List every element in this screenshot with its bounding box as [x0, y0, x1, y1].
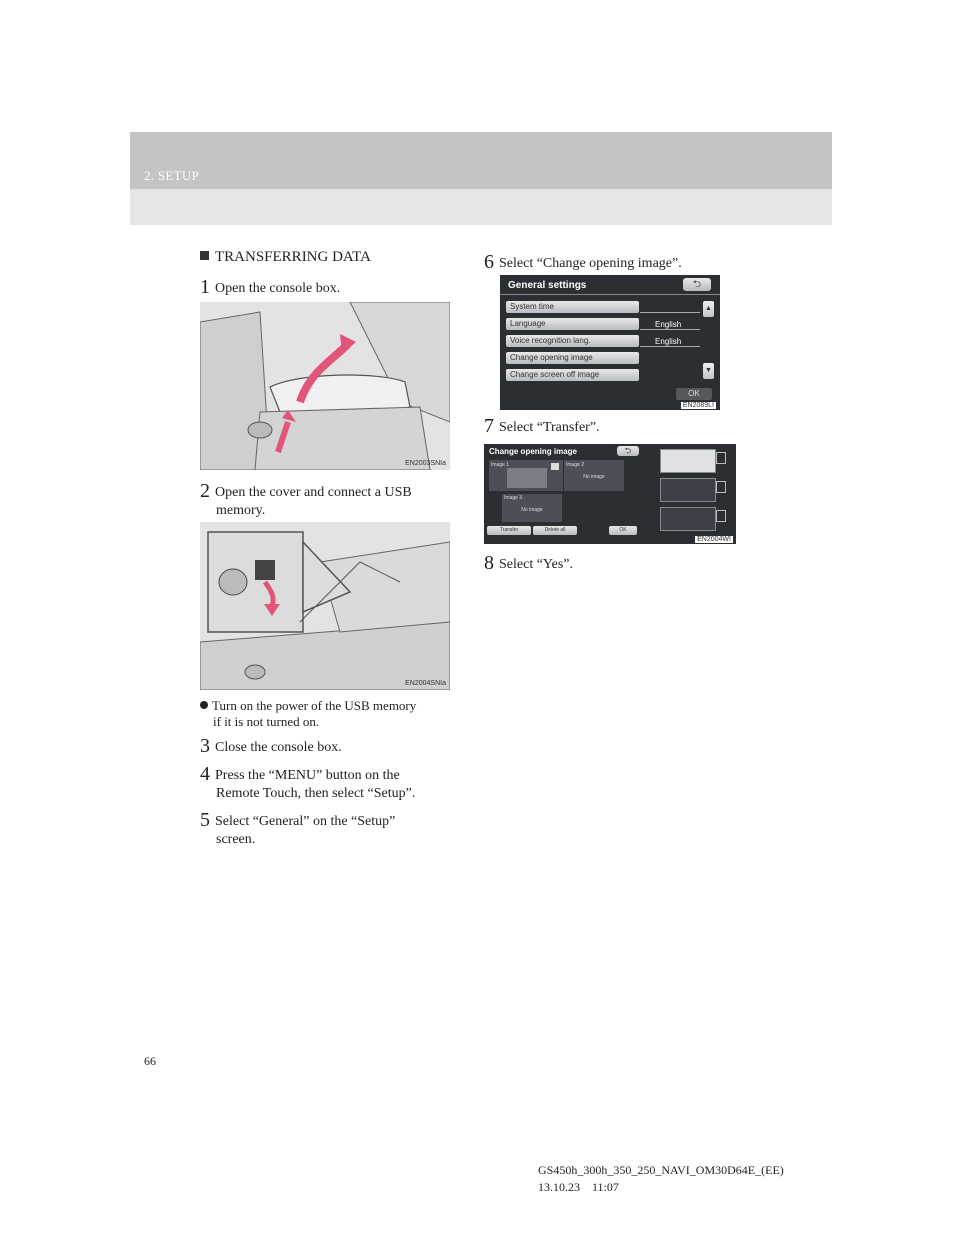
delete-all-button[interactable]: Delete all [533, 526, 577, 535]
usb-connection-illustration [200, 522, 450, 690]
step-text: Select “General” on the “Setup” [215, 814, 396, 829]
step-number: 2 [200, 480, 210, 502]
section-title-text: TRANSFERRING DATA [215, 249, 371, 265]
preview-thumbnail-2[interactable] [660, 478, 716, 502]
transfer-button[interactable]: Transfer [487, 526, 531, 535]
image-2-slot[interactable] [564, 460, 624, 491]
step-5 [200, 811, 395, 849]
change-screen-off-image-button[interactable]: Change screen off image [506, 369, 639, 381]
scroll-down-icon[interactable]: ▼ [703, 363, 714, 379]
step-number: 1 [200, 276, 210, 298]
document-meta [538, 1162, 784, 1196]
step-text: Select “Transfer”. [499, 420, 600, 435]
language-value: English [655, 320, 682, 329]
step-text-continued: screen. [216, 832, 256, 847]
row-divider [640, 329, 700, 330]
back-arrow-icon[interactable]: ⮌ [617, 446, 639, 456]
step-number: 5 [200, 809, 210, 831]
voice-value: English [655, 337, 682, 346]
square-bullet-icon [200, 251, 209, 260]
step-number: 7 [484, 415, 494, 437]
time: 11:07 [592, 1180, 619, 1194]
step-text-continued: Remote Touch, then select “Setup”. [216, 786, 416, 801]
image-1-thumbnail [507, 468, 547, 488]
image-1-label: Image 1 [491, 462, 510, 468]
step-number: 4 [200, 763, 210, 785]
title-divider [500, 294, 720, 295]
preview-thumbnail-1[interactable] [660, 449, 716, 473]
page-number: 66 [144, 1054, 156, 1068]
screen-title: General settings [508, 280, 587, 291]
figure-code: EN2003SNIa [405, 460, 446, 467]
system-time-button[interactable]: System time [506, 301, 639, 313]
list-icon [716, 481, 726, 493]
step-2 [200, 482, 412, 520]
figure-code: EN2004WI [697, 536, 731, 543]
preview-thumbnail-3[interactable] [660, 507, 716, 531]
step-1 [200, 278, 340, 298]
voice-recognition-button[interactable]: Voice recognition lang. [506, 335, 639, 347]
no-image-label: No image [521, 507, 543, 513]
step-3 [200, 737, 342, 757]
image-1-slot[interactable] [489, 460, 563, 491]
section-title [200, 249, 371, 266]
change-opening-image-button[interactable]: Change opening image [506, 352, 639, 364]
step-number: 8 [484, 552, 494, 574]
image-3-label: Image 3 [504, 495, 523, 501]
step-text: Select “Change opening image”. [499, 256, 682, 271]
figure-code: EN2089LI [682, 402, 714, 409]
step-4 [200, 765, 415, 803]
bullet-icon [200, 701, 208, 709]
scroll-up-icon[interactable]: ▲ [703, 301, 714, 317]
usb-power-note [200, 698, 416, 730]
ok-button[interactable]: OK [676, 388, 712, 400]
step-text-continued: memory. [216, 503, 266, 518]
camera-icon [551, 463, 559, 470]
step-text: Close the console box. [215, 740, 342, 755]
header-subband [130, 189, 832, 225]
step-8 [484, 554, 573, 574]
step-number: 6 [484, 251, 494, 273]
section-header: 2. SETUP [144, 168, 200, 183]
ok-button[interactable]: OK [609, 526, 637, 535]
step-text: Select “Yes”. [499, 557, 574, 572]
step-7 [484, 417, 600, 437]
step-number: 3 [200, 735, 210, 757]
change-opening-image-screen [484, 444, 736, 544]
figure-code: EN2004SNIa [405, 680, 446, 687]
no-image-label: No image [583, 474, 605, 480]
header-band [130, 132, 832, 189]
date: 13.10.23 [538, 1180, 580, 1194]
list-icon [716, 510, 726, 522]
row-divider [640, 346, 700, 347]
back-arrow-icon[interactable]: ⮌ [683, 278, 711, 291]
note-text: Turn on the power of the USB memory [212, 698, 417, 713]
step-6 [484, 253, 682, 273]
image-2-label: Image 2 [566, 462, 585, 468]
row-divider [640, 312, 700, 313]
timestamp [538, 1179, 784, 1196]
console-box-illustration [200, 302, 450, 470]
screen-title: Change opening image [489, 447, 578, 456]
general-settings-screen [500, 275, 720, 410]
note-text-continued: if it is not turned on. [213, 714, 320, 729]
language-button[interactable]: Language [506, 318, 639, 330]
step-text: Open the cover and connect a USB [215, 485, 412, 500]
list-icon [716, 452, 726, 464]
image-3-slot[interactable] [502, 494, 562, 522]
document-code: GS450h_300h_350_250_NAVI_OM30D64E_(EE) [538, 1163, 784, 1177]
step-text: Press the “MENU” button on the [215, 768, 400, 783]
step-text: Open the console box. [215, 281, 341, 296]
